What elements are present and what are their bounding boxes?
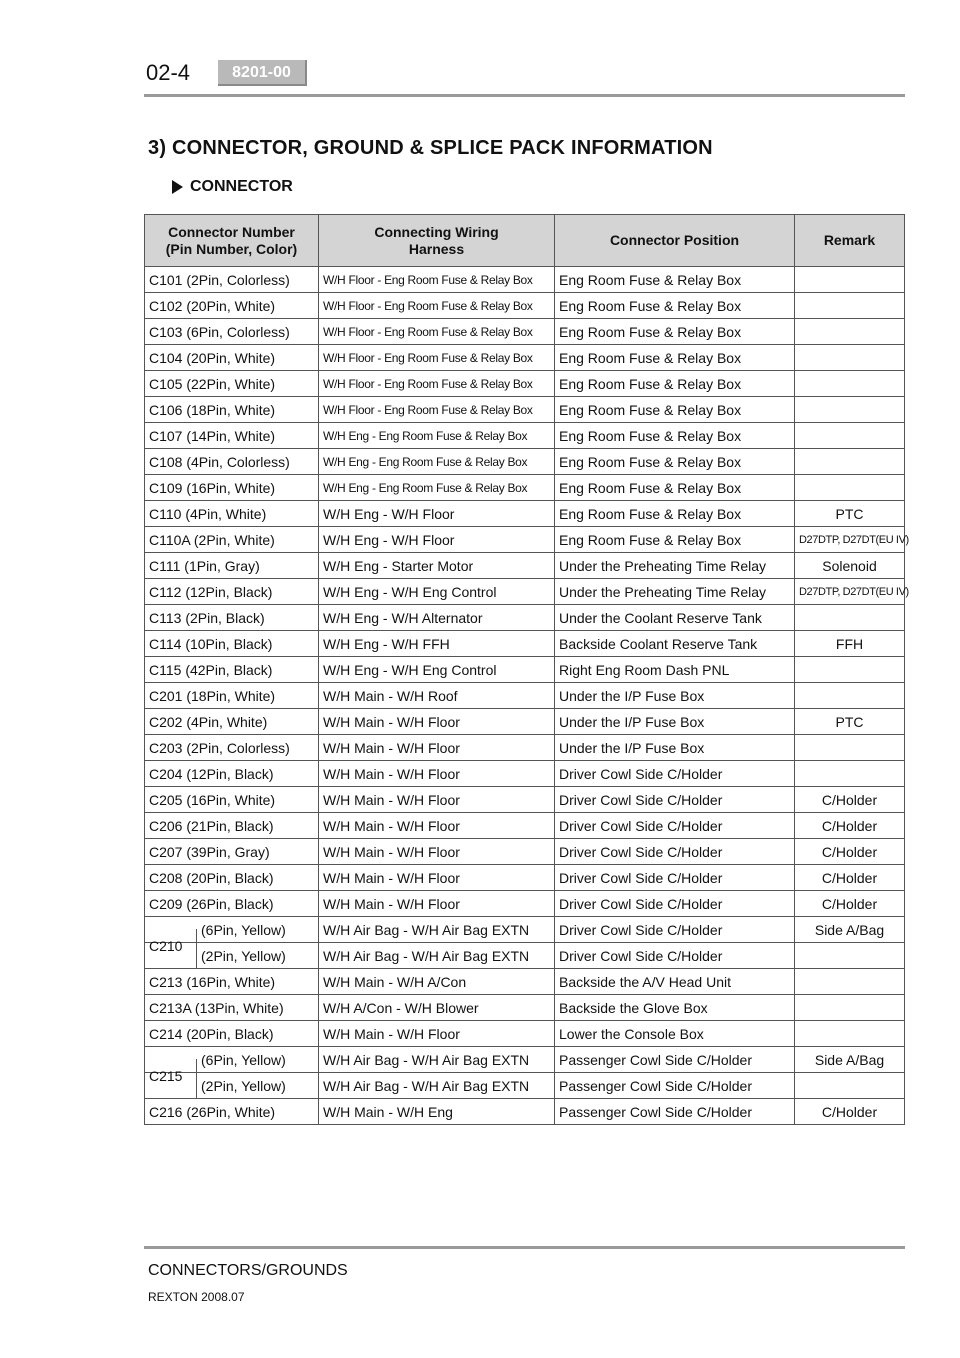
position-cell: Eng Room Fuse & Relay Box: [555, 527, 795, 553]
table-row: [145, 735, 905, 761]
table-row: [145, 397, 905, 423]
top-divider: [144, 94, 905, 97]
header-harness: Connecting Wiring Harness: [319, 215, 555, 267]
connector-cell: C112 (12Pin, Black): [145, 579, 319, 605]
connector-cell: C105 (22Pin, White): [145, 371, 319, 397]
table-row: [145, 943, 905, 969]
remark-cell: Side A/Bag: [795, 917, 905, 943]
remark-cell: PTC: [795, 501, 905, 527]
table-row: [145, 319, 905, 345]
connector-cell: C208 (20Pin, Black): [145, 865, 319, 891]
remark-cell: D27DTP, D27DT(EU IV): [795, 579, 905, 605]
connector-cell: C110 (4Pin, White): [145, 501, 319, 527]
connector-cell: C115 (42Pin, Black): [145, 657, 319, 683]
connector-cell: C205 (16Pin, White): [145, 787, 319, 813]
table-row: [145, 969, 905, 995]
remark-cell: PTC: [795, 709, 905, 735]
harness-cell: W/H Eng - W/H Floor: [319, 501, 555, 527]
table-header-row: [145, 215, 905, 267]
remark-cell: [795, 943, 905, 969]
position-cell: Driver Cowl Side C/Holder: [555, 891, 795, 917]
pin-spec: (2Pin, Yellow): [201, 947, 286, 964]
position-cell: Driver Cowl Side C/Holder: [555, 787, 795, 813]
connector-cell: C203 (2Pin, Colorless): [145, 735, 319, 761]
harness-cell: W/H Floor - Eng Room Fuse & Relay Box: [319, 293, 555, 319]
bottom-divider: [144, 1246, 905, 1249]
table-row: [145, 917, 905, 943]
remark-cell: C/Holder: [795, 865, 905, 891]
position-cell: Right Eng Room Dash PNL: [555, 657, 795, 683]
position-cell: Under the Coolant Reserve Tank: [555, 605, 795, 631]
table-row: [145, 891, 905, 917]
remark-cell: [795, 371, 905, 397]
connector-cell: C213A (13Pin, White): [145, 995, 319, 1021]
connector-cell: C107 (14Pin, White): [145, 423, 319, 449]
table-row: [145, 345, 905, 371]
position-cell: Eng Room Fuse & Relay Box: [555, 267, 795, 293]
connector-cell: C109 (16Pin, White): [145, 475, 319, 501]
position-cell: Driver Cowl Side C/Holder: [555, 865, 795, 891]
remark-cell: [795, 475, 905, 501]
doc-code-badge: 8201-00: [218, 60, 307, 86]
position-cell: Backside the A/V Head Unit: [555, 969, 795, 995]
header-position: Connector Position: [555, 215, 795, 267]
section-title: 3) CONNECTOR, GROUND & SPLICE PACK INFORMATION: [148, 137, 713, 159]
connector-cell: C114 (10Pin, Black): [145, 631, 319, 657]
harness-cell: W/H Main - W/H Floor: [319, 709, 555, 735]
remark-cell: C/Holder: [795, 839, 905, 865]
connector-cell: C102 (20Pin, White): [145, 293, 319, 319]
table-row: [145, 527, 905, 553]
connector-cell: C101 (2Pin, Colorless): [145, 267, 319, 293]
table-row: [145, 657, 905, 683]
table-row: [145, 865, 905, 891]
table-row: [145, 839, 905, 865]
position-cell: Under the I/P Fuse Box: [555, 709, 795, 735]
table-row: [145, 449, 905, 475]
connector-cell: C110A (2Pin, White): [145, 527, 319, 553]
remark-cell: [795, 293, 905, 319]
connector-group-label: C210: [145, 929, 197, 954]
remark-cell: [795, 761, 905, 787]
remark-cell: C/Holder: [795, 787, 905, 813]
footer-section-name: CONNECTORS/GROUNDS: [148, 1262, 348, 1279]
position-cell: Under the I/P Fuse Box: [555, 683, 795, 709]
table-row: [145, 1021, 905, 1047]
position-cell: Under the Preheating Time Relay: [555, 579, 795, 605]
table-row: [145, 1047, 905, 1073]
remark-cell: [795, 449, 905, 475]
table-row: [145, 605, 905, 631]
harness-cell: W/H Eng - W/H FFH: [319, 631, 555, 657]
remark-cell: [795, 683, 905, 709]
harness-cell: W/H A/Con - W/H Blower: [319, 995, 555, 1021]
table-row: [145, 787, 905, 813]
remark-cell: Solenoid: [795, 553, 905, 579]
harness-cell: W/H Air Bag - W/H Air Bag EXTN: [319, 943, 555, 969]
remark-cell: FFH: [795, 631, 905, 657]
remark-cell: [795, 735, 905, 761]
position-cell: Eng Room Fuse & Relay Box: [555, 423, 795, 449]
connector-cell: C201 (18Pin, White): [145, 683, 319, 709]
connector-cell: C214 (20Pin, Black): [145, 1021, 319, 1047]
sub-heading: [172, 178, 293, 196]
connector-cell: C202 (4Pin, White): [145, 709, 319, 735]
position-cell: Driver Cowl Side C/Holder: [555, 839, 795, 865]
position-cell: Passenger Cowl Side C/Holder: [555, 1047, 795, 1073]
remark-cell: [795, 345, 905, 371]
harness-cell: W/H Eng - Eng Room Fuse & Relay Box: [319, 449, 555, 475]
connector-cell: C104 (20Pin, White): [145, 345, 319, 371]
triangle-bullet-icon: [172, 180, 183, 194]
remark-cell: [795, 657, 905, 683]
harness-cell: W/H Main - W/H Floor: [319, 735, 555, 761]
table-row: [145, 293, 905, 319]
remark-cell: [795, 1073, 905, 1099]
footer-model: REXTON 2008.07: [148, 1290, 245, 1304]
connector-cell: [145, 1047, 319, 1084]
connector-group-label: C215: [145, 1059, 197, 1084]
harness-cell: W/H Main - W/H Floor: [319, 839, 555, 865]
header-remark: Remark: [795, 215, 905, 267]
page-number: 02-4: [146, 60, 191, 85]
position-cell: Passenger Cowl Side C/Holder: [555, 1099, 795, 1125]
sub-heading-label: CONNECTOR: [190, 178, 293, 195]
connector-cell: C113 (2Pin, Black): [145, 605, 319, 631]
position-cell: Eng Room Fuse & Relay Box: [555, 501, 795, 527]
position-cell: Driver Cowl Side C/Holder: [555, 917, 795, 943]
position-cell: Driver Cowl Side C/Holder: [555, 761, 795, 787]
connector-cell: [145, 917, 319, 954]
harness-cell: W/H Main - W/H Floor: [319, 761, 555, 787]
table-row: [145, 1099, 905, 1125]
remark-cell: [795, 969, 905, 995]
harness-cell: W/H Main - W/H Floor: [319, 865, 555, 891]
harness-cell: W/H Eng - Eng Room Fuse & Relay Box: [319, 475, 555, 501]
table-row: [145, 709, 905, 735]
harness-cell: W/H Eng - W/H Floor: [319, 527, 555, 553]
connector-cell: C209 (26Pin, Black): [145, 891, 319, 917]
harness-cell: W/H Floor - Eng Room Fuse & Relay Box: [319, 345, 555, 371]
connector-table: [144, 214, 909, 1125]
position-cell: Eng Room Fuse & Relay Box: [555, 371, 795, 397]
table-row: [145, 501, 905, 527]
harness-cell: W/H Floor - Eng Room Fuse & Relay Box: [319, 319, 555, 345]
connector-cell: C106 (18Pin, White): [145, 397, 319, 423]
pin-spec: (6Pin, Yellow): [201, 921, 286, 938]
position-cell: Backside the Glove Box: [555, 995, 795, 1021]
harness-cell: W/H Eng - W/H Eng Control: [319, 579, 555, 605]
harness-cell: W/H Main - W/H Floor: [319, 813, 555, 839]
table-row: [145, 683, 905, 709]
harness-cell: W/H Floor - Eng Room Fuse & Relay Box: [319, 397, 555, 423]
remark-cell: C/Holder: [795, 1099, 905, 1125]
position-cell: Eng Room Fuse & Relay Box: [555, 397, 795, 423]
connector-cell: C207 (39Pin, Gray): [145, 839, 319, 865]
connector-cell: C206 (21Pin, Black): [145, 813, 319, 839]
table-row: [145, 813, 905, 839]
connector-cell: C108 (4Pin, Colorless): [145, 449, 319, 475]
table-row: [145, 553, 905, 579]
harness-cell: W/H Eng - W/H Alternator: [319, 605, 555, 631]
table-row: [145, 371, 905, 397]
connector-cell: C216 (26Pin, White): [145, 1099, 319, 1125]
remark-cell: Side A/Bag: [795, 1047, 905, 1073]
table-row: [145, 995, 905, 1021]
harness-cell: W/H Air Bag - W/H Air Bag EXTN: [319, 1047, 555, 1073]
position-cell: Under the I/P Fuse Box: [555, 735, 795, 761]
pin-spec: (2Pin, Yellow): [201, 1077, 286, 1094]
pin-spec: (6Pin, Yellow): [201, 1051, 286, 1068]
connector-cell: C204 (12Pin, Black): [145, 761, 319, 787]
remark-cell: [795, 1021, 905, 1047]
harness-cell: W/H Main - W/H Eng: [319, 1099, 555, 1125]
remark-cell: [795, 397, 905, 423]
position-cell: Eng Room Fuse & Relay Box: [555, 345, 795, 371]
remark-cell: [795, 605, 905, 631]
position-cell: Eng Room Fuse & Relay Box: [555, 319, 795, 345]
table-row: [145, 267, 905, 293]
position-cell: Lower the Console Box: [555, 1021, 795, 1047]
harness-cell: W/H Main - W/H Roof: [319, 683, 555, 709]
harness-cell: W/H Main - W/H A/Con: [319, 969, 555, 995]
harness-cell: W/H Eng - Eng Room Fuse & Relay Box: [319, 423, 555, 449]
harness-cell: W/H Eng - W/H Eng Control: [319, 657, 555, 683]
table-row: [145, 423, 905, 449]
remark-cell: [795, 267, 905, 293]
harness-cell: W/H Floor - Eng Room Fuse & Relay Box: [319, 371, 555, 397]
connector-cell: C213 (16Pin, White): [145, 969, 319, 995]
table-row: [145, 1073, 905, 1099]
remark-cell: D27DTP, D27DT(EU IV): [795, 527, 905, 553]
remark-cell: C/Holder: [795, 891, 905, 917]
remark-cell: [795, 995, 905, 1021]
position-cell: Driver Cowl Side C/Holder: [555, 943, 795, 969]
table-row: [145, 761, 905, 787]
harness-cell: W/H Air Bag - W/H Air Bag EXTN: [319, 1073, 555, 1099]
connector-cell: C103 (6Pin, Colorless): [145, 319, 319, 345]
remark-cell: C/Holder: [795, 813, 905, 839]
position-cell: Eng Room Fuse & Relay Box: [555, 293, 795, 319]
table-row: [145, 579, 905, 605]
harness-cell: W/H Floor - Eng Room Fuse & Relay Box: [319, 267, 555, 293]
table-row: [145, 631, 905, 657]
harness-cell: W/H Main - W/H Floor: [319, 891, 555, 917]
table-row: [145, 475, 905, 501]
harness-cell: W/H Eng - Starter Motor: [319, 553, 555, 579]
position-cell: Under the Preheating Time Relay: [555, 553, 795, 579]
header-connector: Connector Number (Pin Number, Color): [145, 215, 319, 267]
position-cell: Eng Room Fuse & Relay Box: [555, 449, 795, 475]
remark-cell: [795, 319, 905, 345]
harness-cell: W/H Main - W/H Floor: [319, 787, 555, 813]
remark-cell: [795, 423, 905, 449]
position-cell: Eng Room Fuse & Relay Box: [555, 475, 795, 501]
connector-cell: C111 (1Pin, Gray): [145, 553, 319, 579]
position-cell: Passenger Cowl Side C/Holder: [555, 1073, 795, 1099]
position-cell: Backside Coolant Reserve Tank: [555, 631, 795, 657]
position-cell: Driver Cowl Side C/Holder: [555, 813, 795, 839]
harness-cell: W/H Air Bag - W/H Air Bag EXTN: [319, 917, 555, 943]
harness-cell: W/H Main - W/H Floor: [319, 1021, 555, 1047]
